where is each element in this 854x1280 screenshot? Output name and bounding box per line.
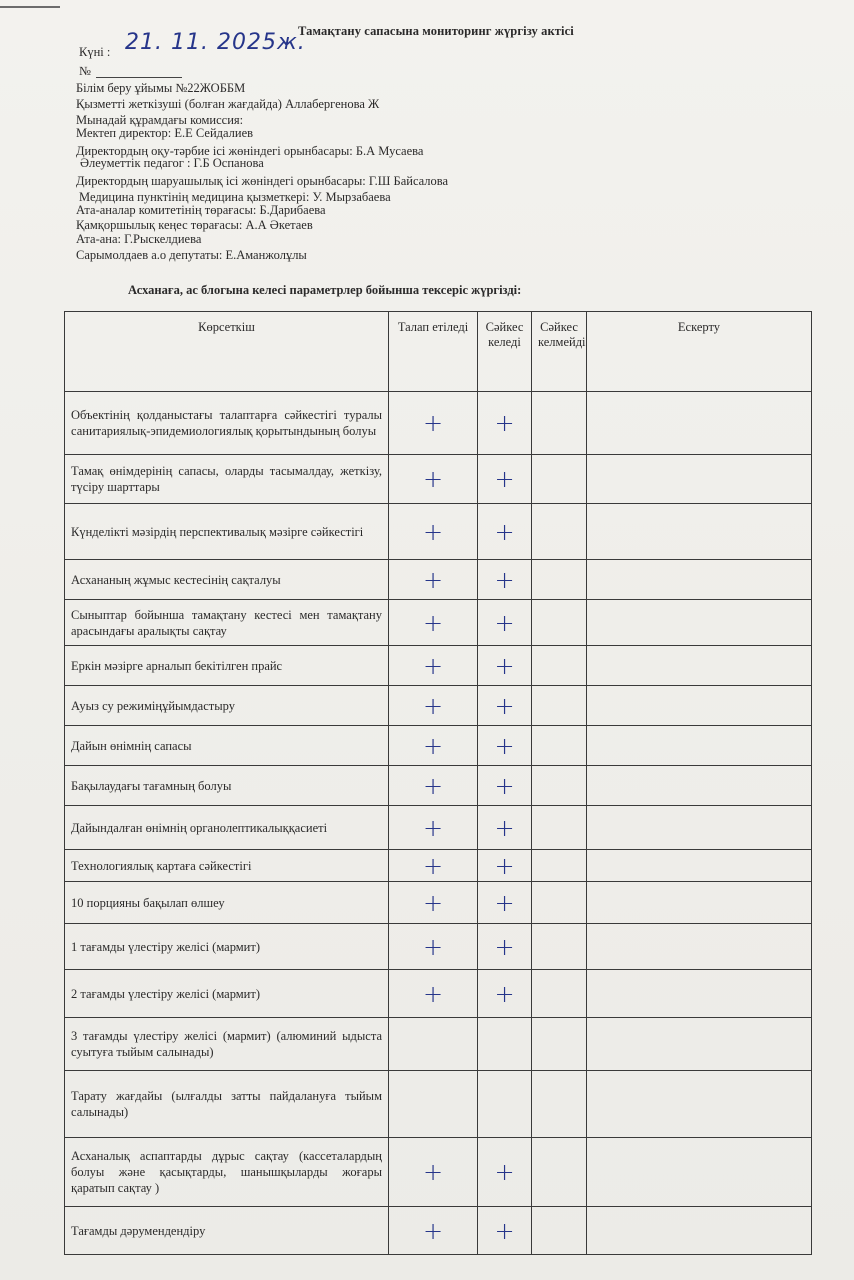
not-complies-cell — [532, 392, 587, 455]
table-row — [65, 1207, 812, 1255]
social-pedagog-line: Әлеуметтік педагог : Г.Б Оспанова — [80, 156, 264, 170]
indicator-cell: 2 тағамды үлестіру желісі (мармит) — [65, 970, 389, 1018]
note-cell — [587, 560, 812, 600]
not-complies-cell — [532, 726, 587, 766]
table-row — [65, 455, 812, 504]
complies-mark: + — [478, 806, 532, 850]
required-mark: + — [389, 455, 478, 504]
not-complies-cell — [532, 766, 587, 806]
indicator-cell: 3 тағамды үлестіру желісі (мармит) (алюминий ыдыста суытуға тыйым салынады) — [65, 1018, 389, 1071]
note-cell — [587, 392, 812, 455]
complies-mark: + — [478, 1207, 532, 1255]
not-complies-cell — [532, 806, 587, 850]
note-cell — [587, 1138, 812, 1207]
header-required: Талап етіледі — [389, 312, 478, 392]
required-mark: + — [389, 1207, 478, 1255]
complies-mark: + — [478, 686, 532, 726]
table-row — [65, 1138, 812, 1207]
complies-mark: + — [478, 560, 532, 600]
note-cell — [587, 504, 812, 560]
table-row — [65, 504, 812, 560]
note-cell — [587, 924, 812, 970]
table-row — [65, 882, 812, 924]
indicator-cell: 1 тағамды үлестіру желісі (мармит) — [65, 924, 389, 970]
required-mark: + — [389, 924, 478, 970]
note-cell — [587, 686, 812, 726]
indicator-cell: Асханалық аспаптарды дұрыс сақтау (кассеталардың болуы және қасықтарды, шанышқыларды жоғары қаратып сақтау ) — [65, 1138, 389, 1207]
required-mark: + — [389, 504, 478, 560]
table-row — [65, 924, 812, 970]
not-complies-cell — [532, 1071, 587, 1138]
header-complies: Сәйкес келеді — [478, 312, 532, 392]
indicator-cell: Бақылаудағы тағамның болуы — [65, 766, 389, 806]
not-complies-cell — [532, 850, 587, 882]
indicator-cell: Сыныптар бойынша тамақтану кестесі мен тамақтану арасындағы аралықты сақтау — [65, 600, 389, 646]
complies-mark — [478, 1018, 532, 1071]
complies-mark: + — [478, 504, 532, 560]
indicator-cell: Тамақ өнімдерінің сапасы, оларды тасымалдау, жеткізу, түсіру шарттары — [65, 455, 389, 504]
note-cell — [587, 850, 812, 882]
indicator-cell: Объектінің қолданыстағы талаптарға сәйкестігі туралы санитариялық-эпидемиологиялық қорытындының болуы — [65, 392, 389, 455]
required-mark: + — [389, 806, 478, 850]
complies-mark: + — [478, 455, 532, 504]
number-underline — [96, 77, 182, 78]
table-row — [65, 646, 812, 686]
required-mark: + — [389, 970, 478, 1018]
indicator-cell: Тарату жағдайы (ылғалды затты пайдалануға тыйым салынады) — [65, 1071, 389, 1138]
not-complies-cell — [532, 970, 587, 1018]
indicator-cell: Ауыз су режиміңұйымдастыру — [65, 686, 389, 726]
required-mark — [389, 1018, 478, 1071]
date-label: Күні : — [79, 45, 111, 59]
required-mark: + — [389, 726, 478, 766]
required-mark: + — [389, 850, 478, 882]
note-cell — [587, 600, 812, 646]
indicator-cell: Күнделікті мәзірдің перспективалық мәзірге сәйкестігі — [65, 504, 389, 560]
indicator-cell: Еркін мәзірге арналып бекітілген прайс — [65, 646, 389, 686]
not-complies-cell — [532, 560, 587, 600]
not-complies-cell — [532, 455, 587, 504]
table-row — [65, 1018, 812, 1071]
indicator-cell: Дайындалған өнімнің органолептикалыққасиеті — [65, 806, 389, 850]
deputy-line: Сарымолдаев а.о депутаты: Е.Аманжолұлы — [76, 248, 307, 262]
not-complies-cell — [532, 1207, 587, 1255]
required-mark: + — [389, 600, 478, 646]
required-mark: + — [389, 686, 478, 726]
required-mark: + — [389, 560, 478, 600]
required-mark: + — [389, 882, 478, 924]
director-line: Мектеп директор: Е.Е Сейдалиев — [76, 126, 254, 140]
note-cell — [587, 970, 812, 1018]
number-label: № — [79, 64, 91, 78]
indicator-cell: 10 порцияны бақылап өлшеу — [65, 882, 389, 924]
complies-mark: + — [478, 392, 532, 455]
note-cell — [587, 726, 812, 766]
table-row — [65, 600, 812, 646]
not-complies-cell — [532, 646, 587, 686]
table-row — [65, 806, 812, 850]
not-complies-cell — [532, 882, 587, 924]
complies-mark: + — [478, 646, 532, 686]
complies-mark: + — [478, 600, 532, 646]
required-mark: + — [389, 766, 478, 806]
note-cell — [587, 1207, 812, 1255]
table-row — [65, 560, 812, 600]
not-complies-cell — [532, 686, 587, 726]
commission-line: Мынадай құрамдағы комиссия: — [76, 113, 244, 127]
not-complies-cell — [532, 1138, 587, 1207]
deputy-admin-line: Директордың шаруашылық ісі жөніндегі орынбасары: Г.Ш Байсалова — [76, 174, 449, 188]
medic-line: Медицина пунктінің медицина қызметкері: У. Мырзабаева — [79, 190, 391, 204]
note-cell — [587, 646, 812, 686]
indicator-cell: Тағамды дәрумендендіру — [65, 1207, 389, 1255]
not-complies-cell — [532, 504, 587, 560]
table-row — [65, 766, 812, 806]
table-row — [65, 726, 812, 766]
top-edge-line — [0, 6, 60, 8]
supplier-line: Қызметті жеткізуші (болған жағдайда) Аллабергенова Ж — [76, 97, 380, 111]
parents-committee-line: Ата-аналар комитетінің төрағасы: Б.Дарибаева — [76, 203, 326, 217]
note-cell — [587, 455, 812, 504]
table-row — [65, 970, 812, 1018]
note-cell — [587, 806, 812, 850]
header-not-complies: Сәйкес келмейді — [532, 312, 587, 392]
header-note: Ескерту — [587, 312, 812, 392]
table-header-row — [65, 312, 812, 392]
complies-mark: + — [478, 766, 532, 806]
handwritten-date: 21. 11. 2025ж. — [125, 30, 306, 55]
school-line: Білім беру ұйымы №22ЖОББМ — [76, 81, 246, 95]
complies-mark: + — [478, 726, 532, 766]
not-complies-cell — [532, 1018, 587, 1071]
deputy-edu-line: Директордың оқу-тәрбие ісі жөніндегі орынбасары: Б.А Мусаева — [76, 144, 424, 158]
complies-mark: + — [478, 1138, 532, 1207]
section-heading: Асханаға, ас блогына келесі параметрлер бойынша тексеріс жүргізді: — [128, 283, 522, 297]
note-cell — [587, 882, 812, 924]
required-mark — [389, 1071, 478, 1138]
table-row — [65, 392, 812, 455]
not-complies-cell — [532, 924, 587, 970]
required-mark: + — [389, 1138, 478, 1207]
table-row — [65, 686, 812, 726]
complies-mark: + — [478, 850, 532, 882]
indicator-cell: Дайын өнімнің сапасы — [65, 726, 389, 766]
note-cell — [587, 766, 812, 806]
complies-mark: + — [478, 970, 532, 1018]
parent-line: Ата-ана: Г.Рыскелдиева — [76, 232, 202, 246]
indicator-cell: Асхананың жұмыс кестесінің сақталуы — [65, 560, 389, 600]
indicator-cell: Технологиялық картаға сәйкестігі — [65, 850, 389, 882]
complies-mark — [478, 1071, 532, 1138]
table-row — [65, 1071, 812, 1138]
not-complies-cell — [532, 600, 587, 646]
trustees-line: Қамқоршылық кеңес төрағасы: А.А Әкетаев — [76, 218, 313, 232]
complies-mark: + — [478, 882, 532, 924]
document-title: Тамақтану сапасына мониторинг жүргізу актісі — [298, 24, 574, 38]
required-mark: + — [389, 646, 478, 686]
inspection-table — [64, 311, 812, 1255]
note-cell — [587, 1071, 812, 1138]
table-row — [65, 850, 812, 882]
header-indicator: Көрсеткіш — [65, 312, 389, 392]
complies-mark: + — [478, 924, 532, 970]
note-cell — [587, 1018, 812, 1071]
required-mark: + — [389, 392, 478, 455]
